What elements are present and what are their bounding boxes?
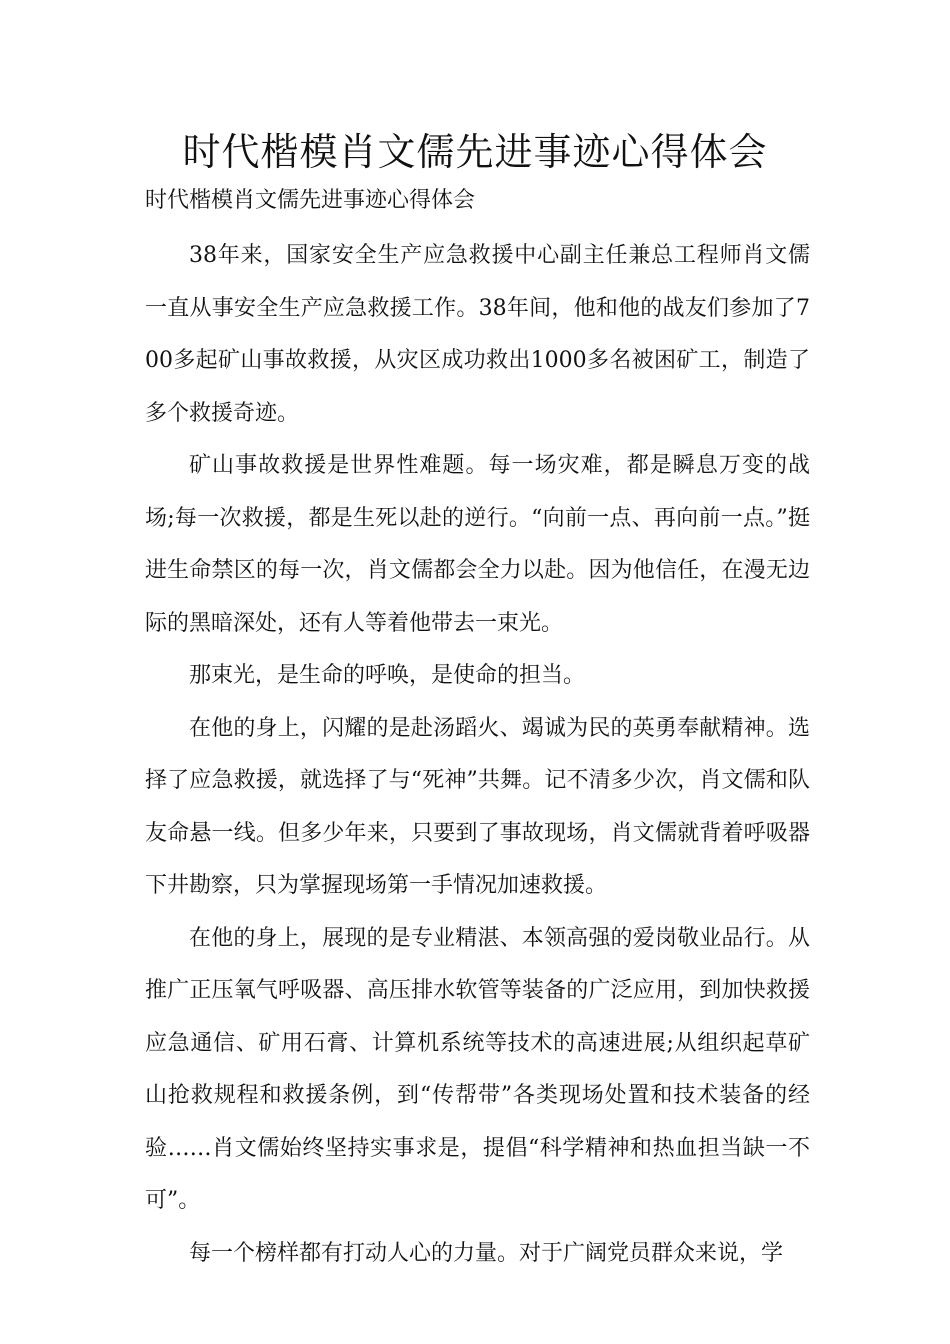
paragraph: 那束光，是生命的呼唤，是使命的担当。 xyxy=(189,663,586,688)
paragraph: 每一个榜样都有打动人心的力量。对于广阔党员群众来说，学 xyxy=(189,1240,784,1266)
paragraph: 矿山事故救援是世界性难题。每一场灾难，都是瞬息万变的战场;每一次救援，都是生死以赴的逆行。“向前一点、再向前一点。”挺进生命禁区的每一次，肖文儒都会全力以赴。因为他信任，在漫无边际的黑暗深处，还有人等着他带去一束光。 xyxy=(145,453,810,636)
paragraph: 在他的身上，展现的是专业精湛、本领高强的爱岗敬业品行。从推广正压氧气呼吸器、高压排水软管等装备的广泛应用，到加快救援应急通信、矿用石膏、计算机系统等技术的高速进展;从组织起草矿山抢救规程和救援条例，到“传帮带”各类现场处置和技术装备的经验……肖文儒始终坚持实事求是，提倡“科学精神和热血担当缺一不可”。 xyxy=(145,925,810,1213)
paragraph: 38年来，国家安全生产应急救援中心副主任兼总工程师肖文儒一直从事安全生产应急救援工作。38年间，他和他的战友们参加了700多起矿山事故救援，从灾区成功救出1000多名被困矿工，制造了多个救援奇迹。 xyxy=(145,243,811,426)
document-subtitle: 时代楷模肖文儒先进事迹心得体会 xyxy=(145,188,476,213)
paragraph: 在他的身上，闪耀的是赴汤蹈火、竭诚为民的英勇奉献精神。选择了应急救援，就选择了与“死神”共舞。记不清多少次，肖文儒和队友命悬一线。但多少年来，只要到了事故现场，肖文儒就背着呼吸器下井勘察，只为掌握现场第一手情况加速救援。 xyxy=(145,715,810,898)
document-body xyxy=(145,230,810,1280)
document-title: 时代楷模肖文儒先进事迹心得体会 xyxy=(182,130,768,174)
